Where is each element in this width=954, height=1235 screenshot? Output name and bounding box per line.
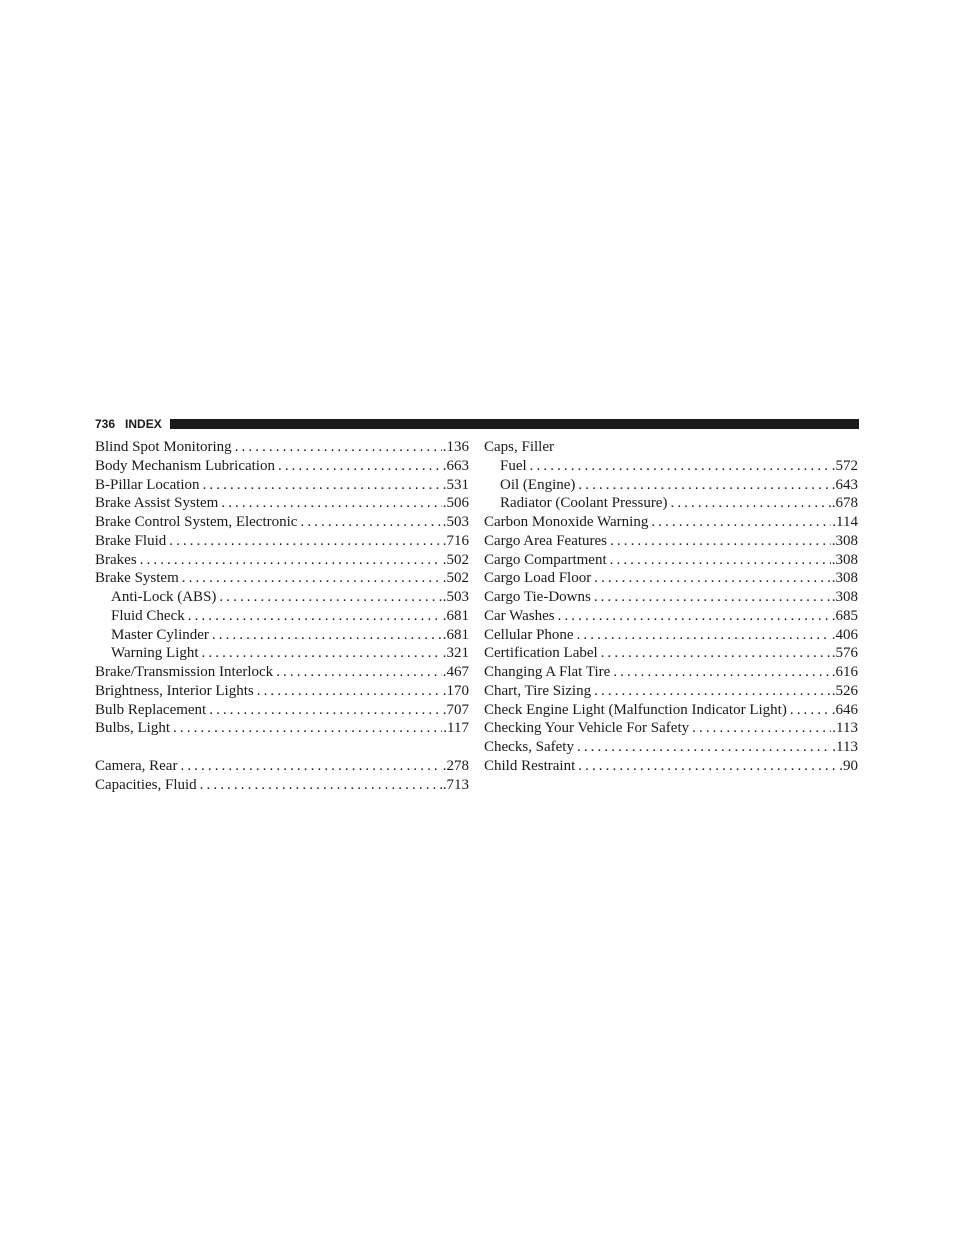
index-entry — [484, 551, 858, 570]
index-term: Brake System — [95, 570, 179, 587]
index-entry — [484, 738, 858, 757]
dot-leader — [188, 607, 442, 626]
index-entry — [484, 569, 858, 588]
index-subentry — [95, 588, 469, 607]
dot-leader — [790, 701, 831, 720]
index-page-number: .681 — [442, 607, 469, 624]
index-page-number: .616 — [831, 664, 858, 680]
index-term: Changing A Flat Tire — [484, 664, 611, 680]
dot-leader — [209, 701, 442, 720]
dot-leader — [651, 513, 831, 532]
index-page-number: .90 — [839, 757, 858, 774]
dot-leader — [200, 776, 442, 795]
dot-leader — [558, 607, 831, 626]
index-entry — [484, 682, 858, 701]
index-column-left — [95, 438, 469, 794]
page-header — [95, 416, 859, 432]
index-entry — [484, 438, 858, 457]
index-term: Check Engine Light (Malfunction Indicator Light) — [484, 701, 787, 718]
dot-leader — [594, 569, 831, 588]
index-term: Cellular Phone — [484, 626, 574, 643]
index-entry — [484, 644, 858, 663]
index-term: B-Pillar Location — [95, 476, 200, 493]
index-entry — [95, 663, 469, 682]
index-term: Cargo Tie-Downs — [484, 589, 591, 605]
index-entry — [95, 757, 469, 776]
index-entry — [95, 457, 469, 476]
index-page-number: .308 — [831, 532, 858, 549]
index-entry — [95, 513, 469, 532]
dot-leader — [203, 476, 442, 495]
index-page-number: .503 — [442, 514, 469, 530]
index-term: Warning Light — [111, 645, 199, 662]
dot-leader — [530, 457, 831, 476]
dot-leader — [235, 438, 442, 457]
index-entry — [95, 532, 469, 551]
index-term: Cargo Load Floor — [484, 570, 592, 587]
index-subentry — [484, 476, 858, 495]
dot-leader — [594, 588, 831, 607]
dot-leader — [300, 513, 441, 532]
dot-leader — [577, 626, 831, 645]
index-page-number: .113 — [832, 739, 858, 755]
index-term: Blind Spot Monitoring — [95, 439, 232, 455]
index-term: Cargo Area Features — [484, 532, 608, 549]
index-page-number: .681 — [442, 626, 469, 643]
index-column-right — [484, 438, 858, 776]
index-entry — [484, 701, 858, 720]
index-entry — [95, 719, 469, 738]
dot-leader — [173, 719, 442, 738]
dot-leader — [610, 551, 831, 570]
index-term: Checking Your Vehicle For Safety — [484, 720, 690, 737]
index-spacer — [95, 738, 469, 757]
index-page-number: .502 — [442, 570, 469, 587]
index-page-number: .406 — [831, 626, 858, 643]
index-subentry — [95, 626, 469, 645]
index-term: Brake Assist System — [95, 495, 219, 512]
dot-leader — [276, 663, 442, 682]
dot-leader — [257, 682, 442, 701]
index-term: Camera, Rear — [95, 757, 178, 774]
index-entry — [95, 551, 469, 570]
index-entry — [484, 532, 858, 551]
dot-leader — [578, 476, 830, 495]
index-page-number: .321 — [442, 645, 469, 662]
index-term: Checks, Safety — [484, 739, 574, 755]
page-number: 736 — [95, 417, 116, 431]
index-subentry — [484, 494, 858, 513]
index-term: Brake/Transmission Interlock — [95, 664, 274, 680]
dot-leader — [594, 682, 831, 701]
index-entry — [484, 607, 858, 626]
index-page-number: .526 — [831, 682, 858, 699]
index-page-number: .467 — [442, 664, 469, 680]
index-term: Oil (Engine) — [500, 476, 576, 493]
index-entry — [484, 588, 858, 607]
dot-leader — [169, 532, 442, 551]
index-term: Certification Label — [484, 645, 598, 662]
dot-leader — [578, 757, 838, 776]
dot-leader — [202, 644, 442, 663]
index-page-number: .308 — [831, 551, 858, 568]
index-term: Car Washes — [484, 607, 555, 624]
index-entry — [95, 476, 469, 495]
index-term: Fuel — [500, 457, 527, 474]
index-page-number: .685 — [831, 607, 858, 624]
dot-leader — [670, 494, 830, 513]
index-subentry — [484, 457, 858, 476]
index-term: Master Cylinder — [111, 626, 209, 643]
index-page-number: .713 — [442, 776, 469, 793]
index-term: Fluid Check — [111, 607, 185, 624]
index-entry — [95, 776, 469, 795]
index-page-number: .716 — [442, 532, 469, 549]
index-page-number: .117 — [443, 720, 469, 737]
index-term: Radiator (Coolant Pressure) — [500, 495, 668, 512]
section-title: INDEX — [125, 417, 162, 431]
header-rule — [170, 419, 859, 429]
index-entry — [95, 569, 469, 588]
index-entry — [484, 513, 858, 532]
dot-leader — [601, 644, 831, 663]
index-page-number: .136 — [442, 439, 469, 455]
index-term: Chart, Tire Sizing — [484, 682, 592, 699]
index-term: Bulbs, Light — [95, 720, 171, 737]
index-term: Caps, Filler — [484, 439, 554, 455]
index-entry — [95, 494, 469, 513]
index-page-number: .502 — [442, 551, 469, 568]
index-term: Carbon Monoxide Warning — [484, 514, 649, 530]
index-page-number: .506 — [442, 495, 469, 512]
index-entry — [484, 757, 858, 776]
dot-leader — [692, 719, 831, 738]
index-page-number: .278 — [442, 757, 469, 774]
index-term: Brake Control System, Electronic — [95, 514, 298, 530]
dot-leader — [610, 532, 831, 551]
index-term: Capacities, Fluid — [95, 776, 197, 793]
index-term: Child Restraint — [484, 757, 576, 774]
index-term: Bulb Replacement — [95, 701, 207, 718]
index-term: Brightness, Interior Lights — [95, 682, 254, 699]
index-page-number: .643 — [831, 476, 858, 493]
index-page-number: .308 — [831, 570, 858, 587]
index-term: Brake Fluid — [95, 532, 167, 549]
index-term: Cargo Compartment — [484, 551, 607, 568]
dot-leader — [182, 569, 442, 588]
index-entry — [484, 663, 858, 682]
index-page-number: .113 — [832, 720, 858, 737]
index-entry — [95, 438, 469, 457]
index-page-number: .531 — [442, 476, 469, 493]
index-subentry — [95, 644, 469, 663]
index-page-number: .663 — [442, 457, 469, 474]
index-page-number: .170 — [442, 682, 469, 699]
dot-leader — [221, 494, 441, 513]
index-page-number: .678 — [831, 495, 858, 512]
index-entry — [95, 701, 469, 720]
dot-leader — [140, 551, 442, 570]
index-subentry — [95, 607, 469, 626]
index-page-number: .646 — [831, 701, 858, 718]
index-page-number: .707 — [442, 701, 469, 718]
index-term: Anti-Lock (ABS) — [111, 589, 217, 605]
index-page-number: .114 — [832, 514, 858, 530]
index-page-number: .572 — [831, 457, 858, 474]
index-term: Body Mechanism Lubrication — [95, 457, 275, 474]
index-entry — [484, 719, 858, 738]
dot-leader — [212, 626, 442, 645]
index-page-number: .576 — [831, 645, 858, 662]
index-entry — [484, 626, 858, 645]
dot-leader — [577, 738, 831, 757]
dot-leader — [219, 588, 441, 607]
dot-leader — [278, 457, 442, 476]
index-page-number: .503 — [442, 589, 469, 605]
dot-leader — [613, 663, 830, 682]
index-page-number: .308 — [831, 589, 858, 605]
dot-leader — [180, 757, 441, 776]
index-entry — [95, 682, 469, 701]
index-term: Brakes — [95, 551, 137, 568]
